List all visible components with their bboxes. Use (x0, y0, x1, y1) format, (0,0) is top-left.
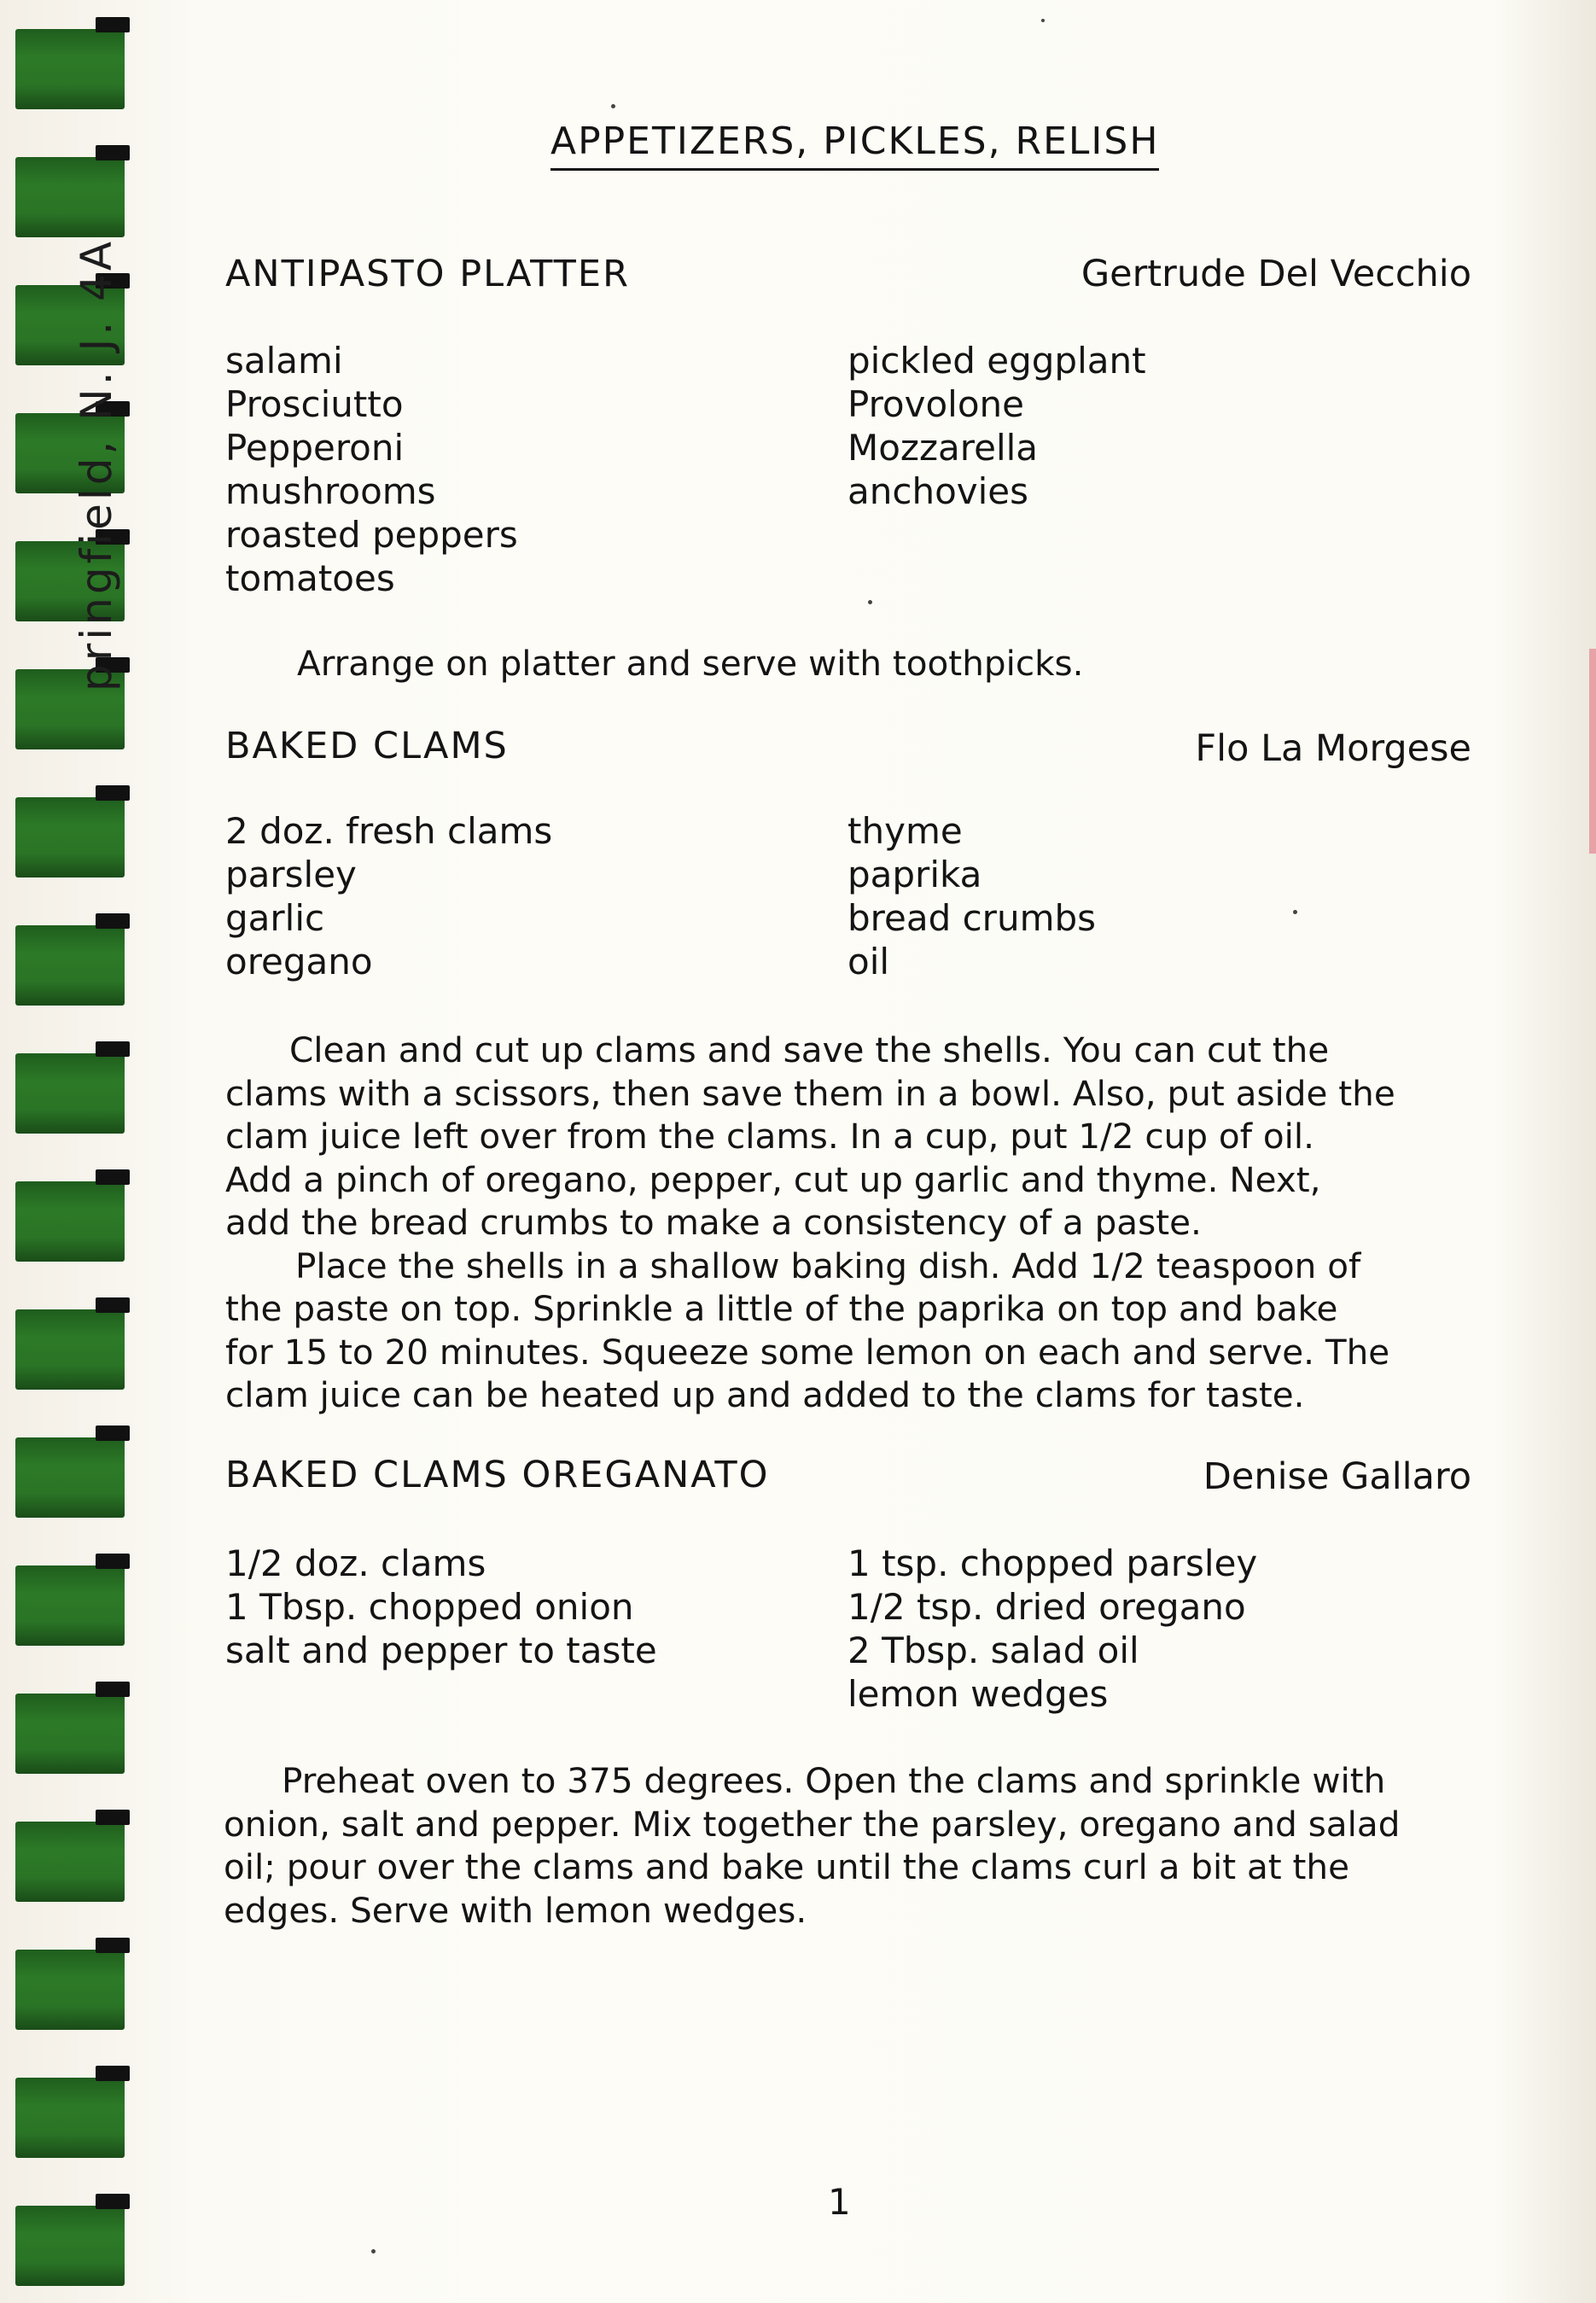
recipe-author: Gertrude Del Vecchio (1081, 253, 1471, 295)
ingredient: 2 Tbsp. salad oil (848, 1630, 1139, 1671)
directions-line: clams with a scissors, then save them in a bowl. Also, put aside the (225, 1072, 1395, 1114)
ingredient: 1/2 tsp. dried oregano (848, 1586, 1246, 1628)
ingredients-left (225, 339, 518, 600)
recipe-title: BAKED CLAMS OREGANATO (225, 1454, 770, 1496)
directions-line: Arrange on platter and serve with toothpicks. (297, 643, 1084, 684)
ingredients-right (848, 809, 1096, 983)
directions-line: the paste on top. Sprinkle a little of the paprika on top and bake (225, 1288, 1338, 1329)
ingredient: Provolone (848, 383, 1025, 425)
recipe-title: ANTIPASTO PLATTER (225, 253, 630, 295)
ingredient: thyme (848, 810, 963, 852)
ingredient: salt and pepper to taste (225, 1630, 657, 1671)
ingredient: tomatoes (225, 557, 395, 599)
directions-line: edges. Serve with lemon wedges. (224, 1889, 807, 1931)
ingredients-left (225, 809, 552, 983)
directions-line: Add a pinch of oregano, pepper, cut up garlic and thyme. Next, (225, 1158, 1321, 1200)
directions-line: oil; pour over the clams and bake until the clams curl a bit at the (224, 1846, 1350, 1887)
ingredient: pickled eggplant (848, 340, 1146, 382)
directions-line: Preheat oven to 375 degrees. Open the clams and sprinkle with (282, 1760, 1386, 1801)
ingredient: 1/2 doz. clams (225, 1542, 486, 1584)
page-number: 1 (828, 2181, 851, 2223)
ingredient: anchovies (848, 470, 1029, 512)
ingredient: 2 doz. fresh clams (225, 810, 553, 852)
recipe-author: Denise Gallaro (1203, 1455, 1471, 1498)
ingredient: roasted peppers (225, 514, 518, 556)
ingredient: mushrooms (225, 470, 436, 512)
ingredient: parsley (225, 854, 357, 895)
directions-line: onion, salt and pepper. Mix together the parsley, oregano and salad (224, 1803, 1401, 1845)
directions-line: clam juice left over from the clams. In a cup, put 1/2 cup of oil. (225, 1116, 1314, 1157)
ingredients-right (848, 1542, 1257, 1716)
ingredient: garlic (225, 897, 325, 939)
ingredient: lemon wedges (848, 1673, 1109, 1715)
page-edge-text: pringfield, N. J. 4A (72, 237, 121, 691)
ingredient: oregano (225, 941, 373, 982)
ingredient: Prosciutto (225, 383, 404, 425)
ingredient: Mozzarella (848, 427, 1039, 469)
directions-line: for 15 to 20 minutes. Squeeze some lemon on each and serve. The (225, 1331, 1390, 1373)
recipe-title: BAKED CLAMS (225, 725, 509, 767)
ingredients-right (848, 339, 1146, 513)
recipe-author: Flo La Morgese (1195, 727, 1471, 770)
recipe-directions (225, 1029, 1395, 1417)
ingredients-left (225, 1542, 657, 1672)
ingredient: 1 tsp. chopped parsley (848, 1542, 1258, 1584)
recipe-directions (297, 642, 1084, 685)
page-heading: APPETIZERS, PICKLES, RELISH (550, 120, 1159, 171)
ingredient: paprika (848, 854, 982, 895)
recipe-directions (224, 1759, 1400, 1932)
ingredient: 1 Tbsp. chopped onion (225, 1586, 634, 1628)
directions-line: clam juice can be heated up and added to the clams for taste. (225, 1374, 1305, 1415)
ingredient: salami (225, 340, 343, 382)
ingredient: bread crumbs (848, 897, 1097, 939)
ingredient: oil (848, 941, 890, 982)
directions-line: Clean and cut up clams and save the shells. You can cut the (289, 1029, 1330, 1070)
directions-line: Place the shells in a shallow baking dish. Add 1/2 teaspoon of (295, 1245, 1361, 1286)
directions-line: add the bread crumbs to make a consistency of a paste. (225, 1202, 1202, 1243)
ingredient: Pepperoni (225, 427, 405, 469)
